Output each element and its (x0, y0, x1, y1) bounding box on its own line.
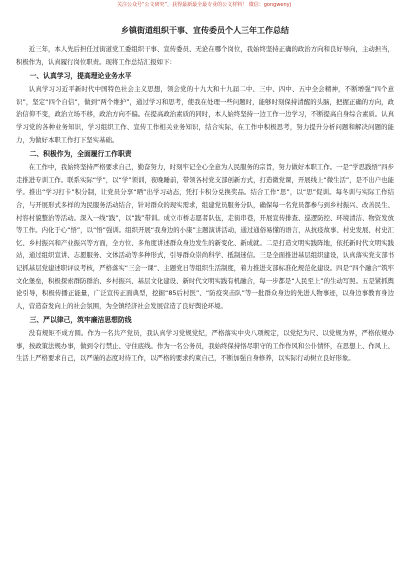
section-paragraph: 在工作中，我始终坚持严格要求自己，勤奋努力，时刻牢记全心全意为人民服务的宗旨，努力做好本职工作。一是“学思践悟”四步走推进专训工作。联系实际“学”，以“学”领训，夜晚睡前，带领各村党支部创新方式，打造微党课，开展线上“微生活”，是不出户也能学。推出“学习打卡”积分制，让党员分享“晒”出学习动态，凭打卡积分兑换奖品。结合工作“思”，以“思”促训。每冬训与实际工作结合，与开展形式多样的为民服务活动结合，针对群众的现实需求，组建党员服务分队，确保每一名党员都参与到乡村振兴、改善民生、村容村貌整治等活动。深入一线“践”，以“践”带训。成立市桥志愿者队伍，走街串巷，开展宣传排查、巡逻防控、环境清洁、物资发放等工作。内化于心“悟”，以“悟”强训。组织开展“我身边的小康”主题演讲活动，通过通俗易懂的语言，从抗疫故事、村史发展、村史汇忆、乡村振兴和产业振兴等方面，全方位、多角度讲述群众身边发生的新变化、新成就。二是打造文明实践阵地，依托新时代文明实践站，通过组织宣讲、志愿服务、文体活动等多种形式，引导群众崇尚科学、抵制迷信。三是全面推进基层组织建设，认真落实党支部书记抓基层党建述职评议考核，严格落实“三会一课”、主题党日等组织生活制度，着力推进支部标准化规范化建设。四是“四个融合”筑牢文化堡垒，积极探索群防群治、乡村振兴、基层文化建设、新时代文明实践有机融合，每一步都是“人民至上”的生动写照。五是紧抓舆论引导，积极传播正能量，广泛宣传正面典型，挖掘“85后村医”、“防疫突击队”等一批群众身边的先进人物事迹，以身边事教育身边人，营造奋发向上的社会氛围，为全镇经济社会发展营造了良好舆论环境。 (16, 163, 394, 310)
intro-paragraph: 近三年，本人先后担任过街道党工委组织干事、宣传委员、无论在哪个岗位，我始终坚持正确的政治方向和良好导向，主动担当，积极作为，认真履行岗位职责。现将工作总结汇报如下： (16, 45, 394, 66)
section-2 (16, 148, 394, 312)
section-heading: 三、严以律己，筑牢廉洁思想防线 (29, 316, 132, 325)
promo-banner: 关注公众号“公文研究”，获得最新最全最专业的公文材料！ 微信：gongwenyj (116, 2, 292, 8)
document-title: 乡镇街道组织干事、宣传委员个人三年工作总结 (121, 26, 289, 35)
section-heading: 二、积极作为，全面履行工作职责 (29, 150, 132, 159)
section-3 (16, 314, 394, 365)
section-heading: 一、认真学习，提高理论业务水平 (29, 72, 132, 81)
section-paragraph: 认真学习习近平新时代中国特色社会主义思想，领会党的十九大和十九届二中、三中、四中、五中全会精神，不断增强“四个意识”，坚定“四个自信”，做到“两个维护”，通过学习和思考，使我在处理一些问题时，能够时刻保持清醒的头脑，把握正确的方向，政治信仰不变，政治立场不移，政治方向不偏。在提高政治素质的同时，本人始终坚持一边工作一边学习，不断提高自身综合素质。认真学习党的各种业务知识，学习组织工作、宣传工作相关业务知识，结合实际，在工作中积极思考，努力提升分析问题和解决问题的能力，为做好本职工作打下坚实基础。 (16, 85, 394, 144)
section-paragraph: 没有规矩不成方圆。作为一名共产党员，我认真学习党规党纪，严格落实中央八项规定，以党纪为尺、以党规为界，严格依规办事，按政策法规办事，做到令行禁止、守住底线。作为一名公务员，我始终保持恪尽职守的工作作风和公仆情怀，在思想上、作风上、生活上严格要求自己，以严谨的态度对待工作，以严格的要求约束自己，不断加强自身修养，以实际行动树立良好形象。 (16, 329, 394, 363)
section-1 (16, 70, 394, 146)
